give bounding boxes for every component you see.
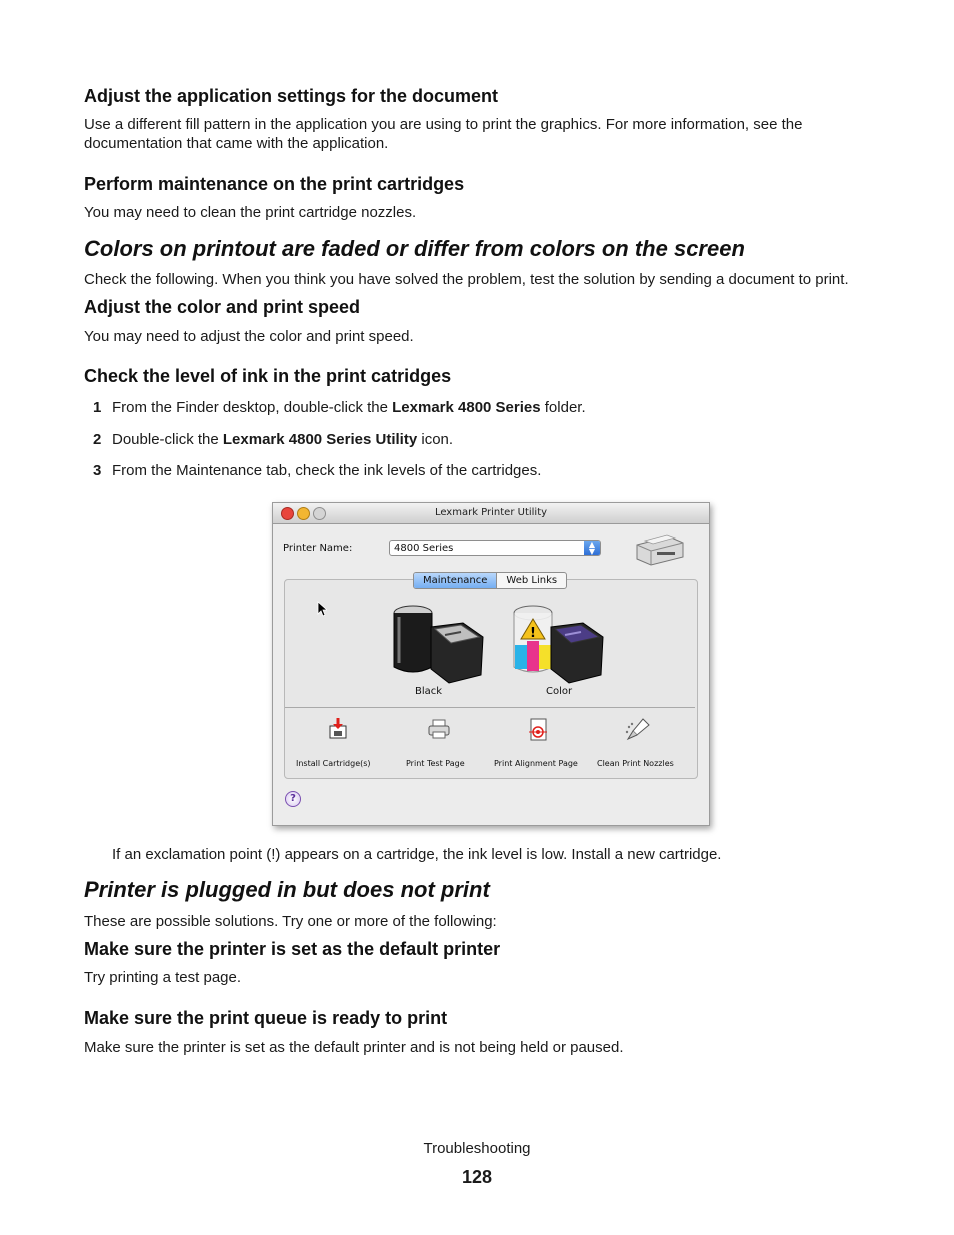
- heading-perform-maintenance: Perform maintenance on the print cartridges: [84, 174, 465, 194]
- para-adjust-app-settings: Use a different fill pattern in the application you are using to print the graphics. For more information, see the documentation that came with the application.: [84, 116, 803, 152]
- para-colors: Check the following. When you think you have solved the problem, test the solution by sending a document to print.: [84, 271, 849, 288]
- window-titlebar: [273, 503, 709, 524]
- install-cartridge-icon: [327, 717, 351, 741]
- para-exclamation: If an exclamation point (!) appears on a cartridge, the ink level is low. Install a new cartridge.: [112, 846, 722, 863]
- section-title-colors: Colors on printout are faded or differ from colors on the screen: [84, 236, 745, 261]
- para-default-printer: Try printing a test page.: [84, 969, 242, 986]
- para-plugged-in: These are possible solutions. Try one or more of the following:: [84, 913, 497, 930]
- printer-utility-window: [272, 502, 710, 826]
- cartridge-label-color: Color: [546, 686, 573, 697]
- para-print-queue: Make sure the printer is set as the default printer and is not being held or paused.: [84, 1039, 624, 1056]
- heading-default-printer: Make sure the printer is set as the default printer: [84, 939, 501, 959]
- tool-label-print-alignment-page: Print Alignment Page: [494, 759, 578, 768]
- window-title: Lexmark Printer Utility: [434, 507, 548, 518]
- step-number: 3: [93, 462, 102, 479]
- page-number: 128: [461, 1167, 493, 1187]
- para-color-speed: You may need to adjust the color and print speed.: [84, 328, 414, 345]
- footer-section-label: Troubleshooting: [423, 1140, 531, 1157]
- heading-adjust-app-settings: Adjust the application settings for the document: [84, 86, 499, 106]
- tool-label-clean-print-nozzles: Clean Print Nozzles: [597, 759, 674, 768]
- step-text: [112, 399, 586, 416]
- printer-name-select[interactable]: [389, 540, 601, 556]
- step-text-bold: Lexmark 4800 Series: [392, 399, 541, 416]
- step-text: [112, 462, 541, 479]
- maintenance-panel: [284, 579, 698, 779]
- tool-label-install-cartridge: Install Cartridge(s): [296, 759, 371, 768]
- section-title-plugged-in: Printer is plugged in but does not print: [84, 877, 490, 902]
- step-text-pre: From the Finder desktop, double-click the: [112, 399, 393, 416]
- svg-text:!: !: [530, 626, 536, 641]
- cursor-arrow-icon: [317, 601, 327, 617]
- clean-nozzles-icon: [625, 717, 651, 743]
- step-number: 2: [93, 431, 102, 448]
- step-text-pre: Double-click the: [112, 431, 223, 448]
- step-text-post: icon.: [417, 431, 454, 448]
- chevron-updown-icon: ▲ ▼: [584, 541, 600, 555]
- help-icon[interactable]: ?: [285, 791, 301, 807]
- panel-divider: [285, 707, 695, 708]
- printer-name-value: 4800 Series: [394, 543, 454, 554]
- tab-web-links[interactable]: Web Links: [506, 575, 558, 586]
- tab-bar: [413, 572, 567, 589]
- printer-icon: [631, 531, 687, 567]
- step-number: 1: [93, 399, 102, 416]
- print-test-page-icon: [427, 717, 451, 741]
- step-text-post: folder.: [540, 399, 586, 416]
- step-text: [112, 431, 453, 448]
- step-text-pre: From the Maintenance tab, check the ink levels of the cartridges.: [112, 462, 542, 479]
- cartridge-label-black: Black: [415, 686, 443, 697]
- black-cartridge-icon: [391, 603, 487, 689]
- color-cartridge-icon: [511, 603, 607, 689]
- heading-print-queue: Make sure the print queue is ready to print: [84, 1008, 448, 1028]
- para-perform-maintenance: You may need to clean the print cartridge nozzles.: [84, 204, 417, 221]
- heading-ink-level: Check the level of ink in the print catridges: [84, 366, 452, 386]
- step-text-bold: Lexmark 4800 Series Utility: [222, 431, 418, 448]
- tab-maintenance[interactable]: Maintenance: [414, 573, 497, 588]
- heading-color-speed: Adjust the color and print speed: [84, 297, 361, 317]
- tool-label-print-test-page: Print Test Page: [406, 759, 465, 768]
- printer-name-label: Printer Name:: [283, 543, 353, 554]
- print-alignment-page-icon: [527, 717, 551, 743]
